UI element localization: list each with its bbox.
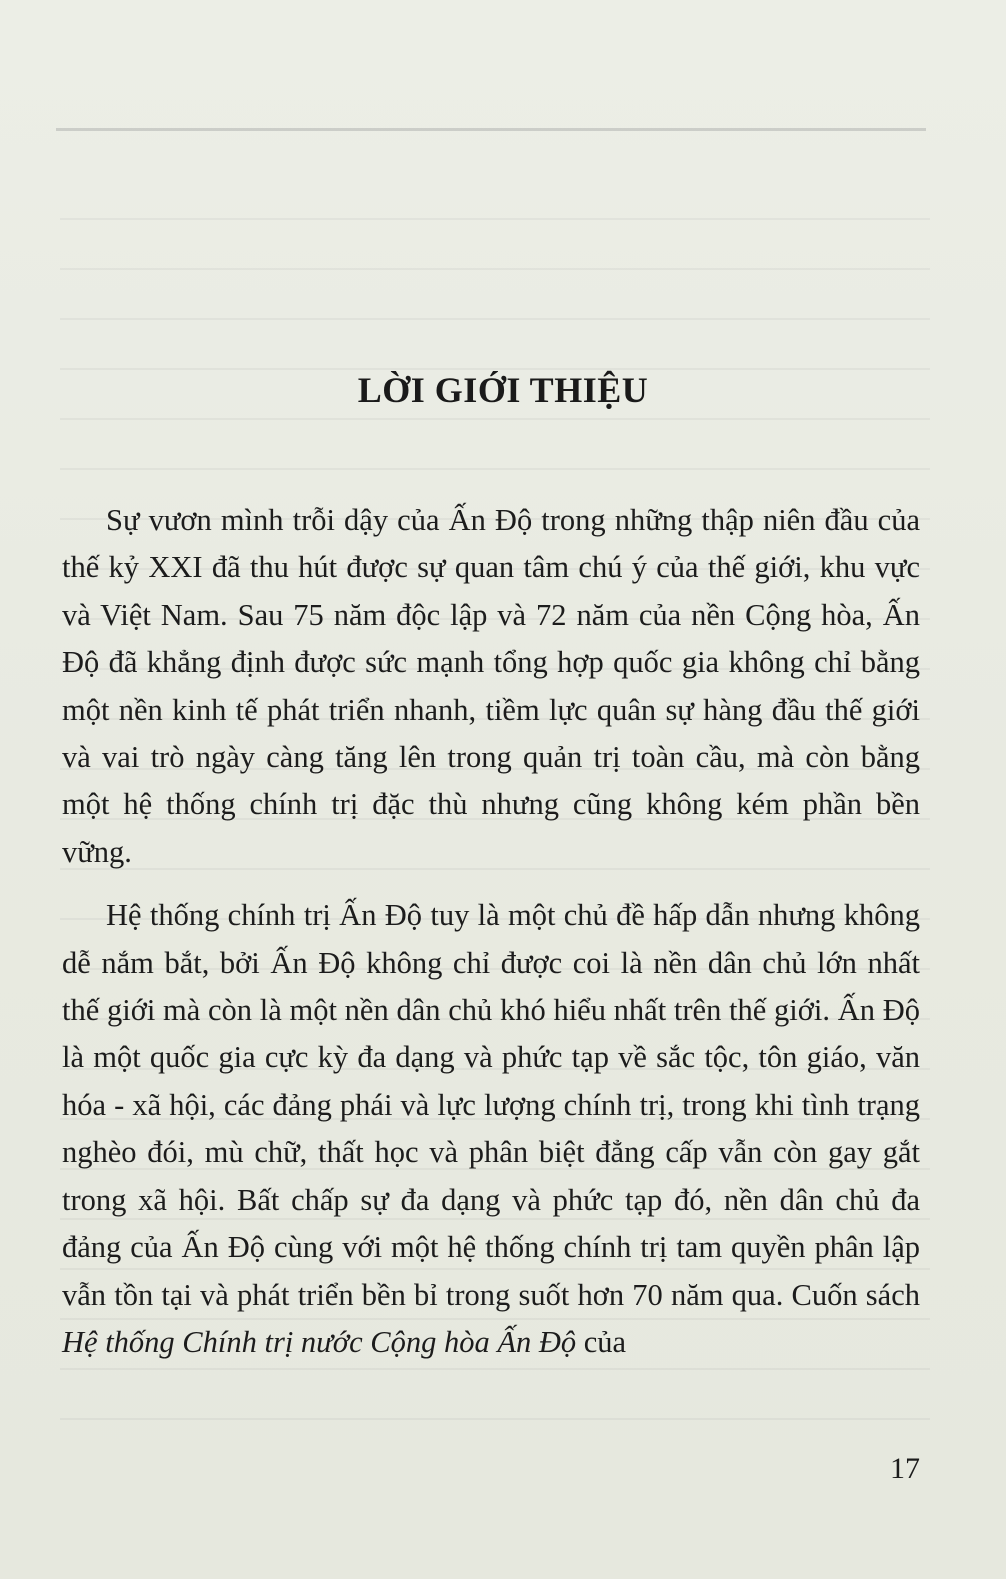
paragraph-2 bbox=[62, 892, 920, 1366]
book-title-italic: Hệ thống Chính trị nước Cộng hòa Ấn Độ bbox=[62, 1324, 577, 1359]
body-text bbox=[62, 497, 920, 1366]
paragraph-1: Sự vươn mình trỗi dậy của Ấn Độ trong những thập niên đầu của thế kỷ XXI đã thu hút được sự quan tâm chú ý của thế giới, khu vực và Việt Nam. Sau 75 năm độc lập và 72 năm của nền Cộng hòa, Ấn Độ đã khẳng định được sức mạnh tổng hợp quốc gia không chỉ bằng một nền kinh tế phát triển nhanh, tiềm lực quân sự hàng đầu thế giới và vai trò ngày càng tăng lên trong quản trị toàn cầu, mà còn bằng một hệ thống chính trị đặc thù nhưng cũng không kém phần bền vững. bbox=[62, 503, 920, 869]
paragraph-2-end: của bbox=[576, 1324, 627, 1359]
header-rule bbox=[56, 128, 926, 131]
paragraph-2-text: Hệ thống chính trị Ấn Độ tuy là một chủ đề hấp dẫn nhưng không dễ nắm bắt, bởi Ấn Độ không chỉ được coi là nền dân chủ lớn nhất thế giới mà còn là một nền dân chủ khó hiểu nhất trên thế giới. Ấn Độ là một quốc gia cực kỳ đa dạng và phức tạp về sắc tộc, tôn giáo, văn hóa - xã hội, các đảng phái và lực lượng chính trị, trong khi tình trạng nghèo đói, mù chữ, thất học và phân biệt đẳng cấp vẫn còn gay gắt trong xã hội. Bất chấp sự đa dạng và phức tạp đó, nền dân chủ đa đảng của Ấn Độ cùng với một hệ thống chính trị tam quyền phân lập vẫn tồn tại và phát triển bền bỉ trong suốt hơn 70 năm qua. Cuốn sách bbox=[62, 898, 920, 1312]
page-number: 17 bbox=[890, 1452, 920, 1485]
chapter-title: LỜI GIỚI THIỆU bbox=[357, 370, 649, 411]
